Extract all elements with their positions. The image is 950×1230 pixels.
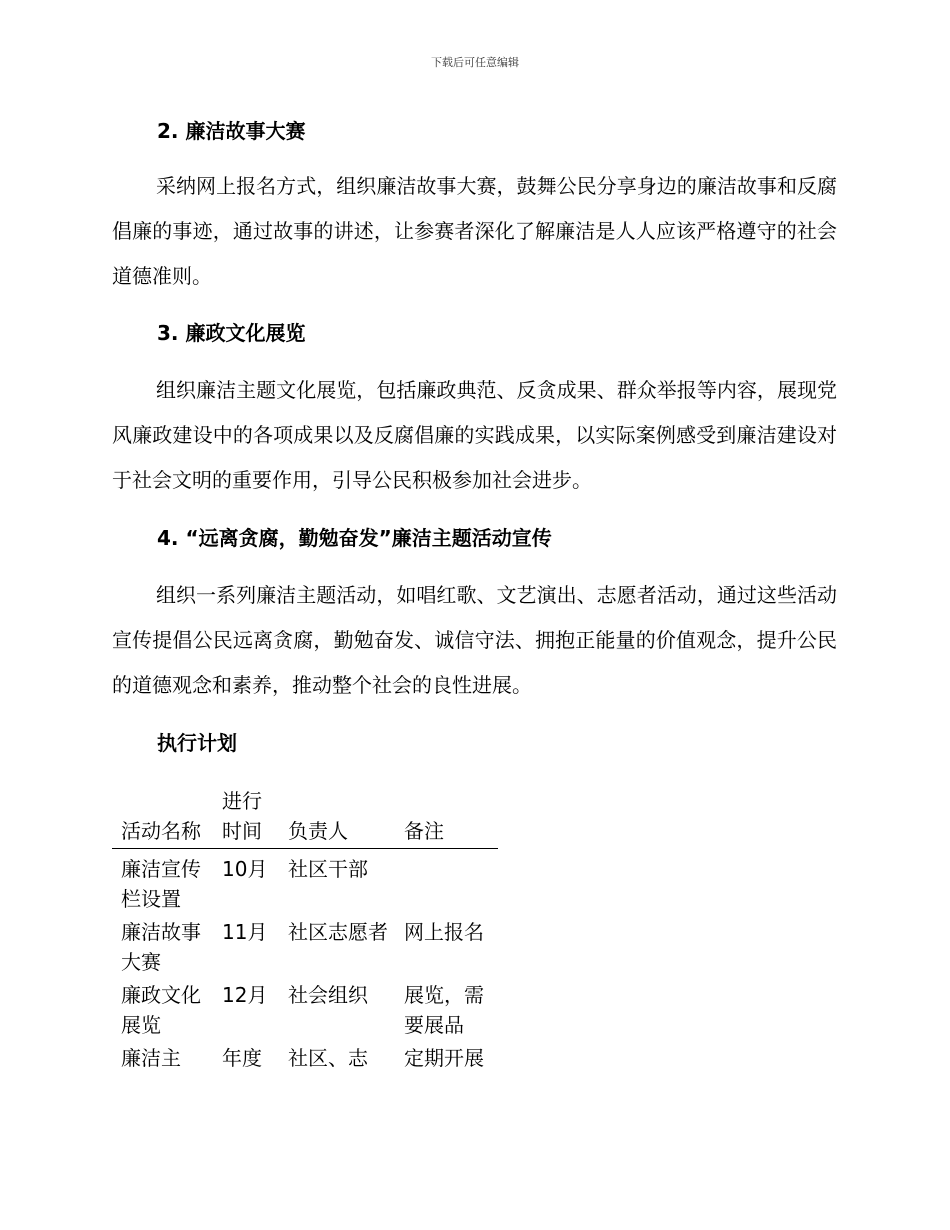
cell-time: 年度: [222, 1046, 262, 1070]
section-body-theme-campaign: 组织一系列廉洁主题活动，如唱红歌、文艺演出、志愿者活动，通过这些活动宣传提倡公民远离贪腐，勤勉奋发、诚信守法、拥抱正能量的价值观念，提升公民的道德观念和素养，推动整个社会的良性进展。: [112, 583, 837, 697]
section-heading-theme-campaign: 4. “远离贪腐，勤勉奋发”廉洁主题活动宣传: [157, 526, 552, 550]
cell-owner: 社区志愿者: [288, 920, 388, 944]
table-row: [112, 980, 498, 1043]
cell-activity: 廉洁宣传栏设置: [121, 857, 201, 911]
plan-table: [112, 786, 498, 1076]
cell-time: 10月: [222, 857, 268, 881]
table-row: [112, 849, 498, 918]
cell-notes: [395, 849, 498, 918]
cell-notes: 展览，需要展品: [404, 983, 484, 1037]
column-header-activity: 活动名称: [112, 786, 213, 849]
cell-activity: 廉洁主: [121, 1046, 181, 1070]
page-header-note: 下载后可任意编辑: [431, 56, 519, 69]
section-body-story-contest: 采纳网上报名方式，组织廉洁故事大赛，鼓舞公民分享身边的廉洁故事和反腐倡廉的事迹，通过故事的讲述，让参赛者深化了解廉洁是人人应该严格遵守的社会道德准则。: [112, 174, 837, 288]
column-header-owner: 负责人: [279, 786, 395, 849]
section-heading-culture-exhibition: 3. 廉政文化展览: [157, 321, 306, 345]
cell-owner: 社会组织: [288, 983, 368, 1007]
cell-activity: 廉政文化展览: [121, 983, 201, 1037]
section-heading-story-contest: 2. 廉洁故事大赛: [157, 119, 306, 143]
table-row: [112, 917, 498, 980]
cell-owner: 社区、志: [288, 1046, 368, 1070]
cell-owner: 社区干部: [288, 857, 368, 881]
section-body-culture-exhibition: 组织廉洁主题文化展览，包括廉政典范、反贪成果、群众举报等内容，展现党风廉政建设中的各项成果以及反腐倡廉的实践成果，以实际案例感受到廉洁建设对于社会文明的重要作用，引导公民积极参加社会进步。: [112, 378, 837, 492]
cell-notes: 网上报名: [404, 920, 484, 944]
column-header-notes: 备注: [395, 786, 498, 849]
cell-time: 11月: [222, 920, 268, 944]
cell-notes: 定期开展: [404, 1046, 484, 1070]
cell-time: 12月: [222, 983, 268, 1007]
cell-activity: 廉洁故事大赛: [121, 920, 201, 974]
column-header-time: 进行时间: [213, 786, 279, 849]
plan-table-header-row: [112, 786, 498, 849]
table-row: [112, 1043, 498, 1076]
plan-title: 执行计划: [157, 731, 237, 755]
